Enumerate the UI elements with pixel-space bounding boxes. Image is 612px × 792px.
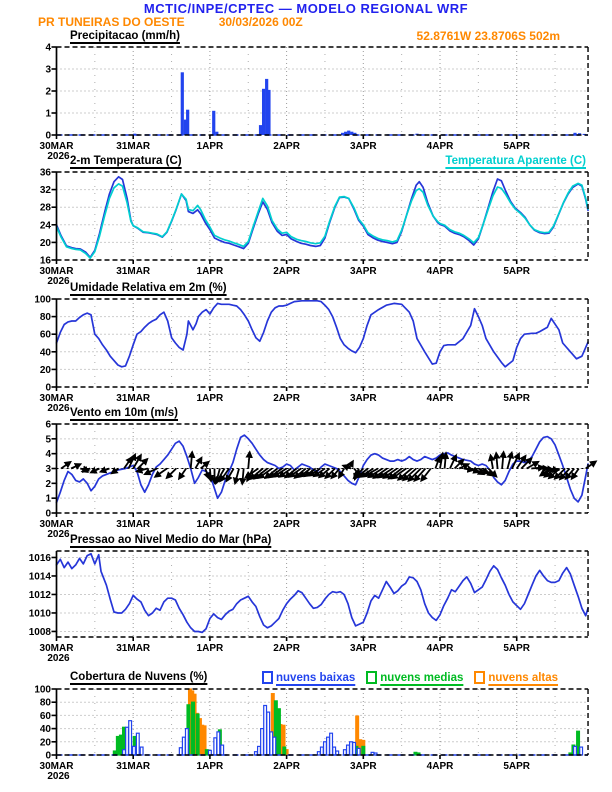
svg-text:36: 36 (39, 167, 51, 179)
panel-mslp (29, 551, 588, 664)
svg-text:0: 0 (45, 130, 51, 142)
panel-temp2m (40, 168, 588, 288)
svg-text:1APR: 1APR (196, 266, 224, 277)
svg-text:1APR: 1APR (196, 393, 224, 404)
svg-text:24: 24 (39, 220, 51, 232)
svg-text:100: 100 (34, 294, 51, 306)
panel-title-humidity: Umidade Relativa em 2m (%) (70, 282, 227, 294)
svg-text:20: 20 (39, 737, 51, 749)
low-clouds-label: nuvens baixas (276, 671, 356, 684)
svg-text:2APR: 2APR (273, 643, 300, 654)
svg-text:2026: 2026 (47, 276, 70, 287)
svg-text:3: 3 (45, 64, 51, 76)
svg-text:1APR: 1APR (196, 761, 224, 772)
svg-text:5: 5 (45, 434, 51, 446)
svg-text:1012: 1012 (28, 589, 51, 601)
svg-text:3APR: 3APR (349, 643, 377, 654)
svg-text:2APR: 2APR (273, 266, 300, 277)
page-title: MCTIC/INPE/CPTEC — MODELO REGIONAL WRF (143, 1, 469, 16)
svg-text:30MAR: 30MAR (39, 266, 74, 277)
panel-title-precipitation: Precipitacao (mm/h) (70, 30, 180, 42)
svg-text:1: 1 (45, 108, 51, 120)
svg-text:2APR: 2APR (273, 761, 300, 772)
svg-text:60: 60 (39, 710, 51, 722)
svg-text:1016: 1016 (28, 552, 51, 564)
svg-text:1014: 1014 (28, 571, 51, 583)
svg-text:30MAR: 30MAR (39, 519, 74, 530)
svg-text:31MAR: 31MAR (116, 519, 151, 530)
svg-text:2APR: 2APR (273, 141, 300, 152)
panel-title-wind: Vento em 10m (m/s) (70, 407, 179, 419)
svg-text:80: 80 (39, 697, 51, 709)
svg-text:4APR: 4APR (426, 519, 454, 530)
svg-text:30MAR: 30MAR (39, 393, 74, 404)
svg-text:4APR: 4APR (426, 266, 454, 277)
svg-text:32: 32 (39, 185, 51, 197)
svg-text:2APR: 2APR (273, 393, 300, 404)
panel-clouds (34, 685, 588, 783)
panel-title-clouds: Cobertura de Nuvens (%) (70, 671, 208, 683)
svg-text:30MAR: 30MAR (39, 643, 74, 654)
svg-text:31MAR: 31MAR (116, 266, 151, 277)
svg-text:0: 0 (45, 382, 51, 394)
svg-text:20: 20 (39, 237, 51, 249)
svg-text:4: 4 (45, 42, 51, 54)
svg-text:40: 40 (39, 724, 51, 736)
panel-title-temperature: 2-m Temperatura (C) (70, 155, 182, 167)
svg-text:4APR: 4APR (426, 643, 454, 654)
mid-clouds-label: nuvens medias (380, 671, 464, 684)
svg-text:28: 28 (39, 202, 51, 214)
svg-text:2026: 2026 (47, 151, 70, 162)
panel-rh2m (34, 295, 588, 415)
svg-text:16: 16 (39, 255, 51, 267)
svg-text:0: 0 (45, 508, 51, 520)
svg-text:5APR: 5APR (503, 393, 531, 404)
svg-text:30MAR: 30MAR (39, 761, 74, 772)
svg-text:3APR: 3APR (349, 519, 377, 530)
svg-text:4APR: 4APR (426, 393, 454, 404)
svg-text:3APR: 3APR (349, 761, 377, 772)
svg-text:2APR: 2APR (273, 519, 300, 530)
high-clouds-label: nuvens altas (488, 671, 559, 684)
svg-text:80: 80 (39, 312, 51, 324)
svg-text:1APR: 1APR (196, 141, 224, 152)
svg-text:31MAR: 31MAR (116, 761, 151, 772)
svg-text:4APR: 4APR (426, 761, 454, 772)
svg-text:3: 3 (45, 464, 51, 475)
panel-precip (40, 43, 588, 163)
svg-text:2026: 2026 (47, 771, 70, 782)
svg-text:4: 4 (45, 449, 51, 461)
svg-text:31MAR: 31MAR (116, 141, 151, 152)
svg-text:2: 2 (45, 478, 51, 490)
svg-text:1APR: 1APR (196, 643, 224, 654)
svg-text:40: 40 (39, 347, 51, 359)
run-datetime: 30/03/2026 00Z (218, 15, 303, 29)
svg-text:5APR: 5APR (503, 519, 531, 530)
station-coordinates: 52.8761W 23.8706S 502m (416, 29, 560, 43)
svg-text:6: 6 (45, 419, 51, 431)
svg-text:20: 20 (39, 364, 51, 376)
legend-apparent-temperature: Temperatura Aparente (C) (445, 155, 586, 167)
svg-text:5APR: 5APR (503, 643, 531, 654)
panel-wind10m (40, 420, 596, 541)
svg-text:1010: 1010 (28, 608, 51, 620)
svg-text:2026: 2026 (47, 653, 70, 664)
svg-text:31MAR: 31MAR (116, 643, 151, 654)
svg-text:2: 2 (45, 86, 51, 98)
svg-text:1: 1 (45, 493, 51, 505)
panel-title-pressure: Pressao ao Nivel Medio do Mar (hPa) (70, 534, 272, 546)
svg-text:4APR: 4APR (426, 141, 454, 152)
svg-text:1APR: 1APR (196, 519, 224, 530)
svg-text:5APR: 5APR (503, 266, 531, 277)
svg-text:30MAR: 30MAR (39, 141, 74, 152)
station-name: PR TUNEIRAS DO OESTE (38, 15, 185, 29)
svg-text:2026: 2026 (47, 403, 70, 414)
svg-text:100: 100 (34, 684, 51, 696)
svg-text:3APR: 3APR (349, 141, 377, 152)
svg-text:3APR: 3APR (349, 266, 377, 277)
svg-text:5APR: 5APR (503, 141, 531, 152)
svg-text:5APR: 5APR (503, 761, 531, 772)
svg-text:60: 60 (39, 329, 51, 341)
svg-text:0: 0 (45, 750, 51, 762)
svg-text:3APR: 3APR (349, 393, 377, 404)
svg-text:1008: 1008 (28, 626, 51, 638)
svg-text:31MAR: 31MAR (116, 393, 151, 404)
svg-text:2026: 2026 (47, 529, 70, 540)
